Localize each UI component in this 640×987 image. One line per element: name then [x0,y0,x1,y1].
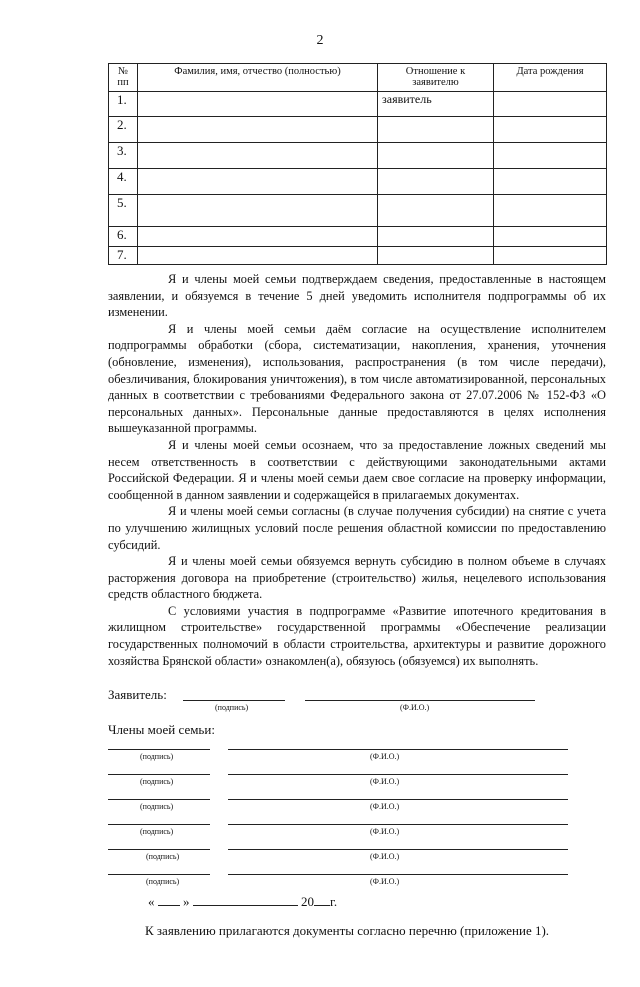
cell-name [138,227,378,247]
date-close-quote: » [183,894,190,910]
date-year-prefix: 20 [301,894,314,910]
header-num: № пп [109,64,138,92]
header-name: Фамилия, имя, отчество (полностью) [138,64,378,92]
signature-caption: (подпись) [215,703,249,713]
cell-name [138,247,378,265]
name-caption: (Ф.И.О.) [370,852,400,862]
cell-birthdate [494,143,607,169]
family-label: Члены моей семьи: [108,722,215,738]
cell-birthdate [494,169,607,195]
name-caption: (Ф.И.О.) [370,777,400,787]
member-signature-line [108,874,210,875]
cell-num: 4. [109,169,138,195]
cell-name [138,92,378,117]
paragraph: С условиями участия в подпрограмме «Развитие ипотечного кредитования в жилищном строительстве» государственной программы «Обеспечение реализации государственных полномочий в области строительства, архитектуры и развитие дорожного хозяйства Брянской области» ознакомлен(а), обязуюсь (обязуемся) их выполнять. [108,603,606,668]
member-signature-line [108,774,210,775]
paragraph: Я и члены моей семьи согласны (в случае получения субсидии) на снятие с учета по улучшению жилищных условий после решения областной комиссии по предоставлению субсидий. [108,504,606,552]
cell-name [138,117,378,143]
signature-caption: (подпись) [140,752,174,762]
member-name-line [228,799,568,800]
table-row [109,143,607,169]
cell-num: 6. [109,227,138,247]
attachments-note: К заявлению прилагаются документы согласно перечню (приложение 1). [145,923,550,939]
table-header-row [109,64,607,92]
name-caption: (Ф.И.О.) [370,877,400,887]
table-row [109,247,607,265]
member-signature-line [108,749,210,750]
date-year-suffix: г. [330,894,338,910]
family-members-table [108,63,607,265]
cell-num: 1. [109,92,138,117]
cell-relation [378,117,494,143]
member-name-line [228,824,568,825]
paragraph: Я и члены моей семьи обязуемся вернуть субсидию в полном объеме в случаях расторжения договора на приобретение (строительство) жилья, нецелевого использования средств областного бюджета. [108,554,606,602]
member-signature-line [108,824,210,825]
cell-relation [378,143,494,169]
cell-num: 2. [109,117,138,143]
table-row [109,195,607,227]
table-row [109,227,607,247]
member-signature-line [108,849,210,850]
page-number: 2 [316,33,324,48]
cell-name [138,195,378,227]
name-caption: (Ф.И.О.) [370,752,400,762]
date-open-quote: « [148,894,155,910]
signature-caption: (подпись) [140,802,174,812]
cell-name [138,169,378,195]
cell-relation [378,195,494,227]
header-birthdate: Дата рождения [494,64,607,92]
cell-num: 7. [109,247,138,265]
cell-num: 5. [109,195,138,227]
member-signature-line [108,799,210,800]
cell-relation [378,247,494,265]
member-name-line [228,874,568,875]
signature-caption: (подпись) [146,852,180,862]
paragraph: Я и члены моей семьи осознаем, что за предоставление ложных сведений мы несем ответственность в соответствии с действующими законодательными актами Российской Федерации. Я и члены моей семьи даем свое согласие на проверку информации, сообщенной в данном заявлении и содержащейся в прилагаемых документах. [108,437,606,502]
cell-name [138,143,378,169]
body-text [108,271,606,669]
member-name-line [228,774,568,775]
signature-caption: (подпись) [146,877,180,887]
cell-relation [378,169,494,195]
name-caption: (Ф.И.О.) [370,802,400,812]
paragraph: Я и члены моей семьи даём согласие на осуществление исполнителем подпрограммы обработки (сбора, систематизации, накопления, хранения, уточнения (обновление, изменения), использования, распространения (в том числе передачи), обезличивания, блокирования уничтожения), в том числе автоматизированной, персональных данных в соответствии с требованиями Федерального закона от 27.07.2006 № 152-ФЗ «О персональных данных». Персональные данные предоставляются в целях исполнения вышеуказанной программы. [108,321,606,436]
applicant-label: Заявитель: [108,687,167,703]
cell-relation: заявитель [378,92,494,117]
header-relation: Отношение к заявителю [378,64,494,92]
member-name-line [228,849,568,850]
paragraph: Я и члены моей семьи подтверждаем сведения, предоставленные в настоящем заявлении, и обязуемся в течение 5 дней уведомить исполнителя подпрограммы об их изменении. [108,272,606,320]
cell-num: 3. [109,143,138,169]
cell-birthdate [494,92,607,117]
table-row [109,117,607,143]
signature-caption: (подпись) [140,777,174,787]
cell-birthdate [494,195,607,227]
name-caption: (Ф.И.О.) [370,827,400,837]
table-row [109,169,607,195]
date-line [148,894,337,909]
signature-caption: (подпись) [140,827,174,837]
name-caption: (Ф.И.О.) [400,703,430,713]
applicant-name-line [305,700,535,701]
applicant-signature-line [183,700,285,701]
cell-birthdate [494,227,607,247]
cell-relation [378,227,494,247]
signature-section [0,687,640,947]
cell-birthdate [494,247,607,265]
table-row [109,92,607,117]
member-name-line [228,749,568,750]
cell-birthdate [494,117,607,143]
